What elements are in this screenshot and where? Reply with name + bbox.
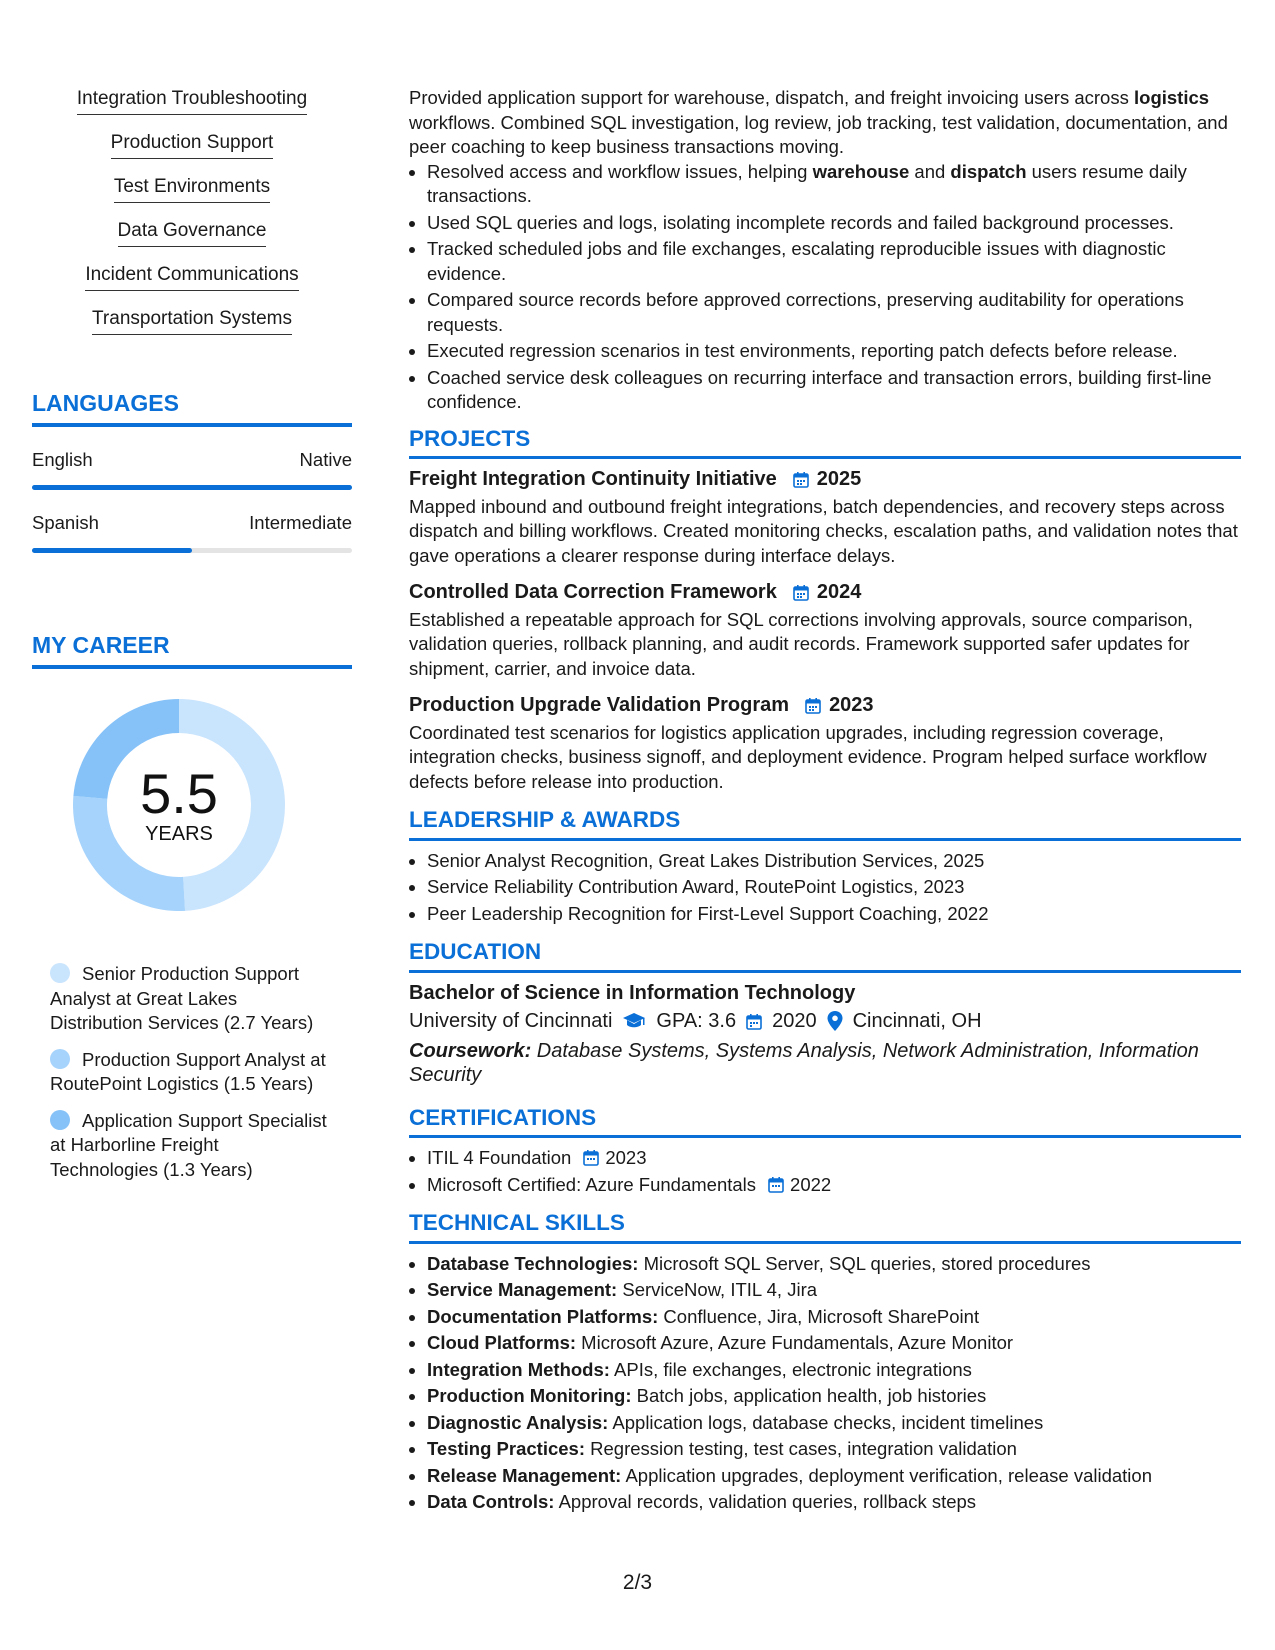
skill-category: Integration Methods: [427,1358,610,1380]
technical-skill-item [427,1305,1241,1330]
school-location: Cincinnati, OH [852,1010,982,1032]
skill-category: Documentation Platforms: [427,1305,659,1327]
location-pin-icon [827,1011,843,1031]
career-total-value: 5.5 [140,761,218,825]
summary-text: workflows. Combined SQL investigation, log review, job tracking, test validation, documentation, and peer coaching to keep business transactions moving. [409,111,1228,157]
language-name: English [32,449,93,470]
experience-bullet [427,160,1241,209]
project-description: Coordinated test scenarios for logistics application upgrades, including regression coverage, integration checks, business signoff, and deployment evidence. Program helped surface workflow defects before release into production. [409,721,1207,792]
experience-bullet: • Executed regression scenarios in test environments, reporting patch defects before release. [427,339,1241,364]
career-role-label: Senior Production Support Analyst at Great Lakes Distribution Services (2.7 Years) [50,963,314,1033]
skill-values: Application logs, database checks, incident timelines [608,1411,1044,1433]
bullet-bold: warehouse [812,160,910,182]
legend-dot [50,1049,70,1069]
technical-skills-heading: TECHNICAL SKILLS [409,1211,1241,1244]
career-legend-item [50,962,330,1036]
skill-category: Service Management: [427,1279,618,1300]
language-item [32,449,352,490]
technical-skill-item [427,1384,1241,1409]
skill-tag: Integration Troubleshooting [77,86,307,115]
calendar-icon [805,697,821,714]
project-item [409,580,1241,681]
experience-bullet: • Used SQL queries and logs, isolating incomplete records and failed background processes. [427,211,1241,236]
skill-values: Microsoft SQL Server, SQL queries, stored procedures [638,1252,1091,1274]
skill-tag: Incident Communications [85,262,298,291]
skill-values: Batch jobs, application health, job histories [631,1385,987,1406]
languages-heading: LANGUAGES [32,390,352,427]
experience-bullet: • Compared source records before approved corrections, preserving auditability for operations requests. [427,288,1241,337]
language-name: Spanish [32,512,99,533]
school-name: University of Cincinnati [409,1010,613,1032]
skill-values: Application upgrades, deployment verification, release validation [621,1464,1152,1486]
legend-dot [50,1110,70,1130]
language-proficiency-bar [32,485,352,490]
bullet-text: and [909,160,951,182]
leadership-item: • Senior Analyst Recognition, Great Lakes Distribution Services, 2025 [427,849,1241,874]
experience-summary [409,86,1241,160]
leadership-heading: LEADERSHIP & AWARDS [409,808,1241,841]
technical-skill-item [427,1411,1241,1436]
technical-skills-list [409,1252,1241,1515]
coursework [409,1039,1241,1088]
project-item [409,693,1241,794]
project-description: Mapped inbound and outbound freight integrations, batch dependencies, and recovery steps across dispatch and billing workflows. Created monitoring checks, escalation paths, and validation notes that gave operations a clearer response during interface delays. [409,495,1238,566]
project-year: 2025 [816,468,862,490]
project-year: 2023 [829,694,874,716]
coursework-list: Database Systems, Systems Analysis, Network Administration, Information Security [409,1039,1199,1086]
summary-bold: logistics [1134,87,1210,108]
technical-skill-item [427,1252,1241,1277]
projects-heading: PROJECTS [409,427,1241,460]
career-legend [50,962,330,1194]
career-role-label: Application Support Specialist at Harborline Freight Technologies (1.3 Years) [50,1109,327,1180]
language-proficiency-bar [32,548,352,553]
projects-section [409,427,1241,795]
project-description: Established a repeatable approach for SQL corrections involving approvals, source comparison, validation queries, rollback planning, and audit records. Framework supported safer updates for shipment, carrier, and invoice data. [409,608,1193,679]
education-meta [409,1009,1241,1034]
technical-skill-item [427,1490,1241,1515]
skill-tags [32,86,352,350]
technical-skill-item [427,1278,1241,1303]
technical-skill-item [427,1358,1241,1383]
career-legend-item [50,1048,330,1097]
calendar-icon [583,1149,599,1166]
language-proficiency-fill [32,548,192,553]
calendar-icon [793,584,809,601]
language-item [32,512,352,553]
certification-item [427,1173,1241,1198]
skill-values: Microsoft Azure, Azure Fundamentals, Azure Monitor [576,1332,1014,1353]
page-number: 2/3 [622,1571,653,1594]
certifications-heading: CERTIFICATIONS [409,1106,1241,1139]
skill-category: Testing Practices: [427,1438,585,1459]
graduation-cap-icon [622,1012,646,1030]
career-total-unit: YEARS [145,822,213,845]
leadership-list [409,849,1241,927]
career-heading: MY CAREER [32,632,352,669]
skill-category: Diagnostic Analysis: [427,1411,609,1433]
leadership-section [409,808,1241,926]
skill-category: Cloud Platforms: [427,1332,577,1353]
right-column [409,86,1241,1517]
coursework-label: Coursework: [409,1039,532,1062]
language-level: Native [299,449,352,470]
skill-tag: Data Governance [118,218,267,247]
skill-tag: Production Support [111,130,274,159]
certifications-list [409,1146,1241,1197]
career-legend-item [50,1109,330,1183]
skill-values: APIs, file exchanges, electronic integrations [609,1358,972,1380]
bullet-text: Resolved access and workflow issues, helping [427,160,813,182]
career-section [32,632,352,1180]
certification-name: Microsoft Certified: Azure Fundamentals [427,1173,757,1195]
career-donut-chart [66,692,292,918]
experience-bullet: • Coached service desk colleagues on recurring interface and transaction errors, building first-line confidence. [427,366,1241,415]
skill-category: Release Management: [427,1464,622,1486]
certifications-section [409,1106,1241,1198]
project-title: Production Upgrade Validation Program [409,694,790,716]
education-section [409,940,1241,1088]
leadership-item: • Peer Leadership Recognition for First-Level Support Coaching, 2022 [427,902,1241,927]
certification-name: ITIL 4 Foundation [427,1147,572,1168]
calendar-icon [768,1176,784,1193]
bullet-text: users resume daily transactions. [427,160,1187,206]
language-proficiency-fill [32,485,352,490]
education-heading: EDUCATION [409,940,1241,973]
skill-values: Regression testing, test cases, integration validation [585,1438,1017,1459]
calendar-icon [746,1013,762,1030]
experience-bullets [409,160,1241,415]
technical-skills-section [409,1211,1241,1515]
skill-tag: Test Environments [114,174,270,203]
left-column [32,86,352,1180]
career-role-label: Production Support Analyst at RoutePoint Logistics (1.5 Years) [50,1048,326,1094]
experience-bullet: • Tracked scheduled jobs and file exchanges, escalating reproducible issues with diagnostic evidence. [427,237,1241,286]
skill-category: Data Controls: [427,1491,555,1512]
technical-skill-item [427,1437,1241,1462]
summary-text: Provided application support for warehouse, dispatch, and freight invoicing users across [409,87,1134,108]
calendar-icon [793,471,809,488]
leadership-item: • Service Reliability Contribution Award, RoutePoint Logistics, 2023 [427,875,1241,900]
skill-category: Database Technologies: [427,1252,639,1274]
graduation-year: 2020 [772,1010,817,1032]
project-item [409,467,1241,568]
language-level: Intermediate [249,512,352,533]
skill-category: Production Monitoring: [427,1385,632,1406]
skill-values: Approval records, validation queries, rollback steps [554,1491,977,1512]
skill-values: ServiceNow, ITIL 4, Jira [617,1279,818,1300]
languages-section [32,390,352,553]
bullet-bold: dispatch [950,160,1027,182]
legend-dot [50,963,70,983]
skill-tag: Transportation Systems [92,306,292,335]
skill-values: Confluence, Jira, Microsoft SharePoint [658,1305,980,1327]
certification-item [427,1146,1241,1171]
degree-title: Bachelor of Science in Information Technology [409,981,856,1004]
project-year: 2024 [816,581,862,603]
certification-year: 2023 [605,1147,647,1168]
project-title: Controlled Data Correction Framework [409,581,777,603]
technical-skill-item [427,1464,1241,1489]
technical-skill-item [427,1331,1241,1356]
project-title: Freight Integration Continuity Initiative [409,468,777,490]
certification-year: 2022 [790,1173,832,1195]
gpa: GPA: 3.6 [656,1010,737,1032]
